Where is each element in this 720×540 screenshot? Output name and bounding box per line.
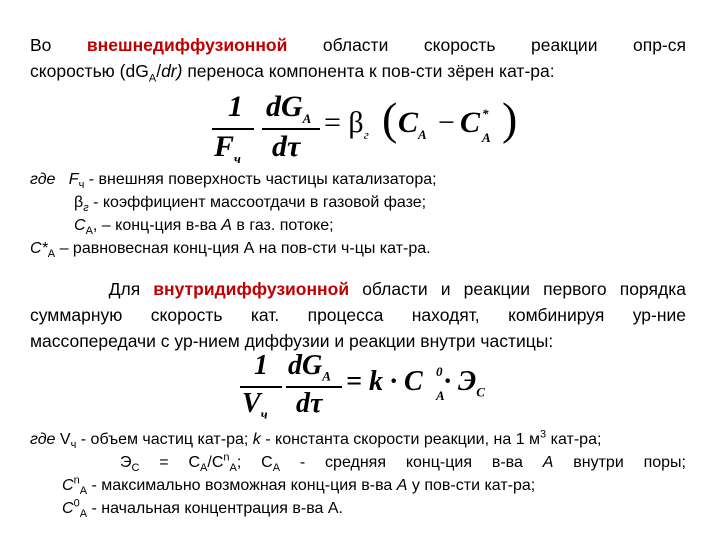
text: = C — [159, 454, 201, 471]
text: суммарную скорость кат. процесса находят, комбинируя ур-ние — [30, 305, 686, 325]
intra-line-3 — [30, 328, 686, 354]
f1-num1: 1 — [228, 90, 243, 123]
sub: ч — [70, 439, 77, 452]
f1-cstar: C — [460, 106, 481, 139]
paren-close: ) — [502, 93, 518, 144]
intro-line-2 — [30, 58, 686, 84]
sub: A — [229, 462, 237, 475]
sup: 0 — [436, 364, 443, 379]
text: в газ. потоке; — [236, 217, 334, 234]
sym: Э — [120, 454, 132, 471]
intro-line-1 — [30, 32, 686, 58]
sub: г — [363, 127, 369, 142]
text: - коэффициент массоотдачи в газовой фазе; — [93, 194, 427, 211]
paren-open: ( — [382, 93, 398, 144]
f2-num1: 1 — [254, 350, 268, 381]
text: у пов-сти кат-ра; — [411, 477, 536, 494]
sub: C — [476, 384, 485, 400]
where-label: где — [30, 171, 56, 188]
f1-den1: F — [214, 130, 235, 163]
sub: A — [85, 225, 93, 238]
text: Для — [108, 279, 141, 299]
sym: C — [62, 477, 74, 494]
f2-num2: dG — [288, 350, 323, 381]
sym: F — [68, 171, 79, 188]
text: скоростью (dG — [30, 61, 149, 81]
text: – равновесная конц-ция А на пов-сти ч-цы кат-ра. — [59, 240, 431, 257]
sub: A — [79, 485, 88, 498]
sub: С — [131, 462, 140, 475]
text: массопередачи с ур-нием диффузии и реакции внутри частицы: — [30, 331, 554, 351]
text: переноса компонента к пов-сти зёрен кат-ра: — [187, 61, 555, 81]
f2-den1: V — [242, 388, 261, 419]
sub: A — [482, 130, 491, 145]
text: / — [156, 61, 162, 81]
defs2-line-4 — [62, 497, 686, 520]
text: области скорость реакции опр-ся — [322, 35, 686, 55]
text: - средняя конц-ция в-ва — [299, 454, 523, 471]
sym: C* — [30, 240, 48, 257]
sub: ч — [260, 406, 268, 422]
sym: C — [261, 454, 273, 471]
sub: г — [83, 202, 89, 215]
text: - максимально возможная конц-ция в-ва — [91, 477, 393, 494]
intra-line-1 — [30, 276, 686, 302]
sym: β — [74, 194, 84, 211]
sym: C — [74, 217, 86, 234]
text: А — [542, 454, 554, 471]
sym: V — [59, 431, 71, 448]
where-label: где — [30, 431, 56, 448]
sym: C — [62, 500, 74, 517]
f2-den2: dτ — [296, 388, 323, 419]
text: , – конц-ция в-ва — [92, 217, 217, 234]
minus: − — [438, 106, 455, 139]
sub: A — [79, 508, 88, 521]
defs1-line-1 — [30, 168, 686, 191]
sub: A — [47, 248, 56, 261]
defs2-line-3 — [62, 474, 686, 497]
sub: ч — [78, 179, 85, 192]
highlight-external-diffusion: внешнедиффузионной — [86, 35, 288, 55]
sub: A — [418, 127, 427, 142]
formula-external-diffusion — [210, 92, 530, 172]
f1-num2: dG — [266, 90, 303, 123]
f1-den2: dτ — [272, 130, 301, 163]
text: Во — [30, 35, 52, 55]
sub: A — [272, 462, 281, 475]
text: dr) — [161, 61, 183, 81]
text: - внешняя поверхность частицы катализатора; — [88, 171, 437, 188]
sub: A — [436, 388, 445, 403]
text: - начальная концентрация в-ва А. — [91, 500, 343, 517]
f2-rhs: = k · C — [346, 366, 423, 397]
sub: A — [302, 111, 312, 126]
f1-ca: C — [398, 106, 419, 139]
sub: A — [200, 462, 208, 475]
sup: n — [73, 474, 80, 487]
text: - объем частиц кат-ра; — [80, 431, 249, 448]
f1-eq: = β — [324, 106, 364, 139]
text: А — [221, 217, 232, 234]
sup: n — [223, 451, 230, 464]
f2-e: · Э — [444, 366, 477, 397]
formula-internal-diffusion — [238, 352, 498, 428]
sub: A — [322, 368, 331, 384]
highlight-internal-diffusion: внутридиффузионной — [153, 279, 350, 299]
defs1-line-4 — [30, 237, 686, 260]
text: - константа скорости реакции, на 1 м — [265, 431, 541, 448]
text: кат-ра; — [550, 431, 602, 448]
sup: 3 — [540, 428, 547, 441]
sub: A — [148, 72, 157, 85]
intra-line-2 — [30, 302, 686, 328]
sym: k — [252, 431, 261, 448]
text: ; — [236, 454, 242, 471]
sup: 0 — [73, 497, 80, 510]
text: области и реакции первого порядка — [362, 279, 686, 299]
text: А — [396, 477, 408, 494]
defs2-line-2 — [120, 451, 686, 474]
text: внутри поры; — [573, 454, 686, 471]
sub: ч — [234, 151, 241, 166]
defs1-line-3 — [74, 214, 686, 237]
defs2-line-1 — [30, 428, 695, 451]
sup: * — [482, 106, 489, 121]
defs1-line-2 — [74, 191, 686, 214]
text: /C — [207, 454, 224, 471]
